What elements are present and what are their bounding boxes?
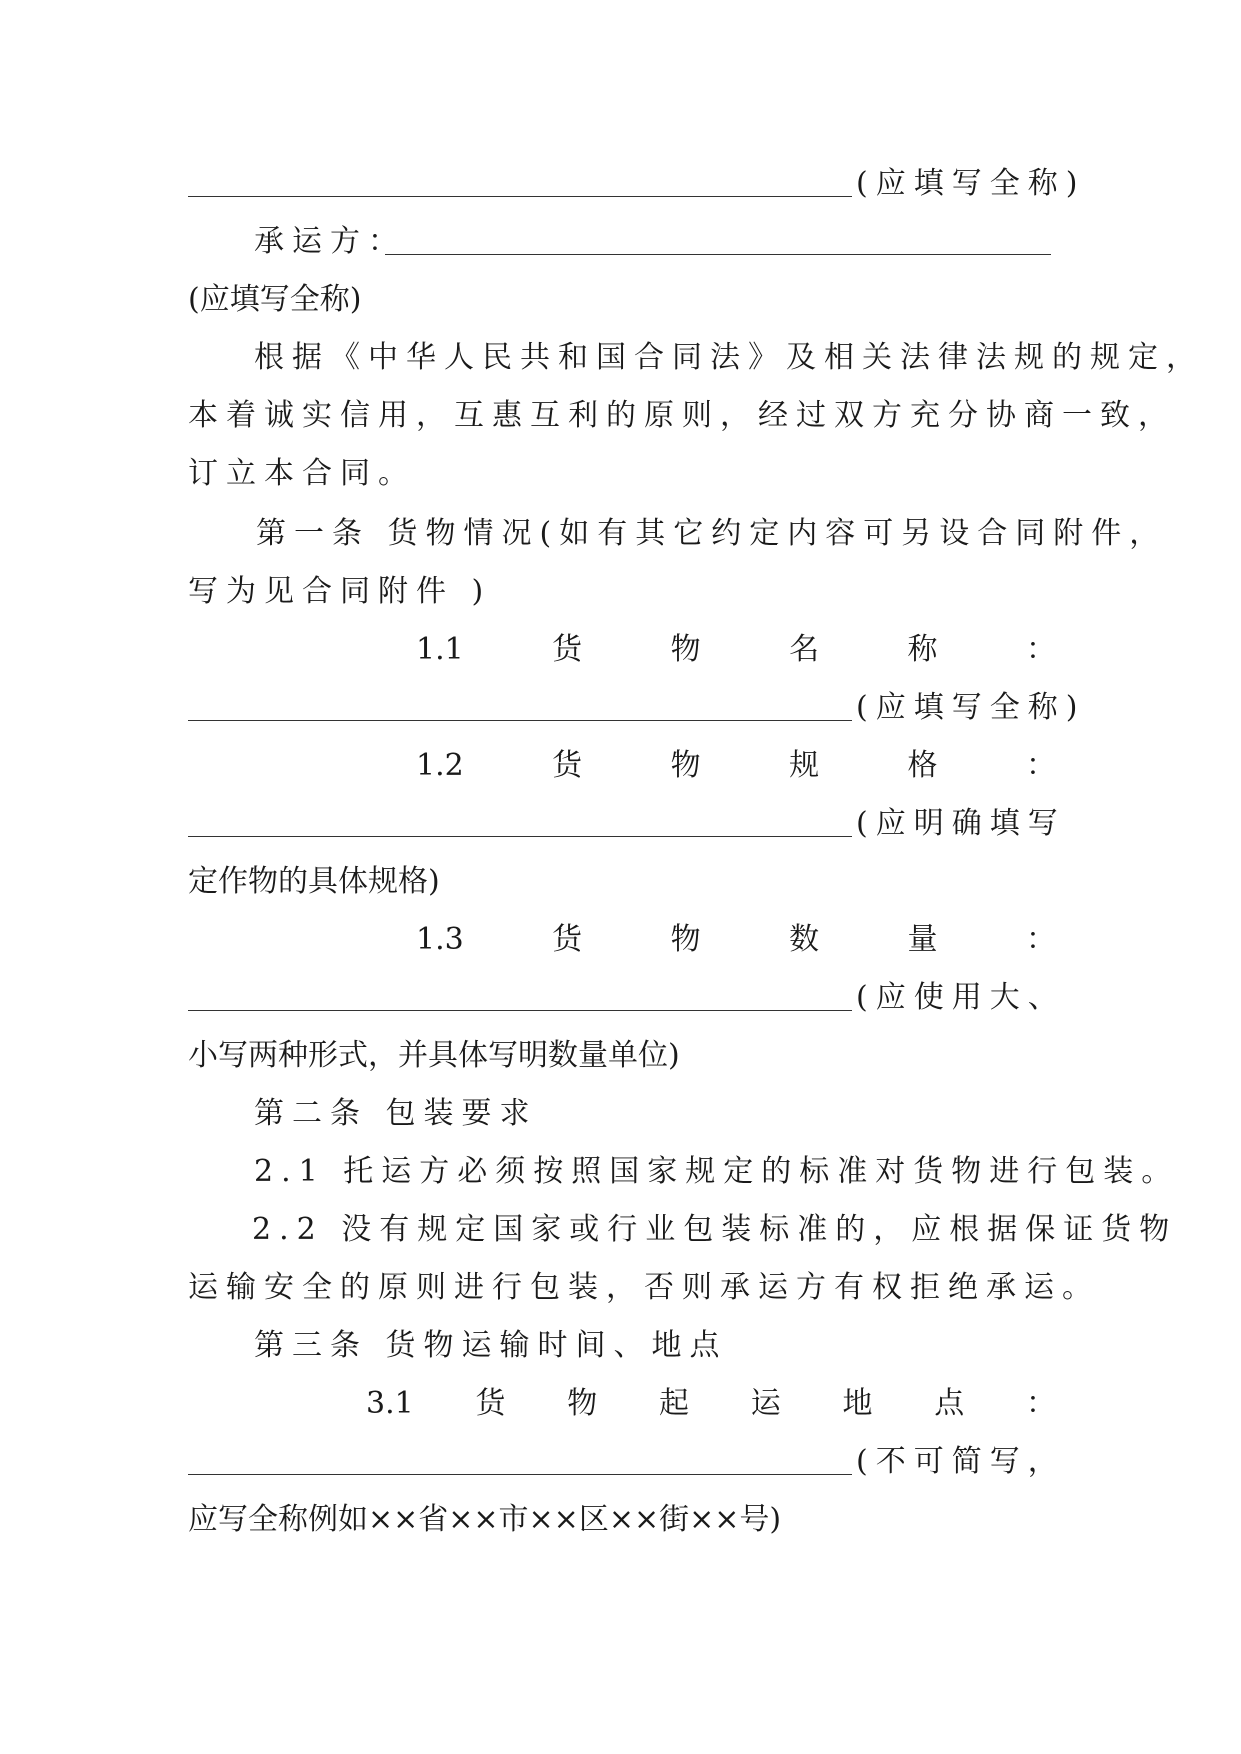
- item-3-1-hint-cont: 应写全称例如××省××市××区××街××号): [188, 1502, 782, 1537]
- item-1-3-hint-cont: 小写两种形式，并具体写明数量单位): [188, 1038, 680, 1073]
- intro-paragraph-line: 订立本合同。: [188, 456, 416, 491]
- blank-field[interactable]: [188, 170, 852, 197]
- label-char: 物: [670, 632, 701, 667]
- item-3-1-hint: (不可简写，: [856, 1444, 1066, 1479]
- blank-field[interactable]: [188, 810, 852, 837]
- blank-field[interactable]: [188, 694, 852, 721]
- label-char: 规: [789, 748, 820, 783]
- blank-line-3-1[interactable]: [188, 1446, 852, 1486]
- carrier-label: 承运方：: [254, 224, 406, 259]
- label-char: 货: [475, 1386, 506, 1421]
- blank-field[interactable]: [385, 228, 1051, 255]
- item-1-2-hint-cont: 定作物的具体规格): [188, 864, 440, 899]
- article-1-heading: 第一条 货物情况(如有其它约定内容可另设合同附件，: [256, 516, 1168, 551]
- item-1-3-hint: (应使用大、: [856, 980, 1066, 1015]
- blank-line-shipper[interactable]: [188, 168, 852, 208]
- blank-line-carrier[interactable]: [385, 226, 1051, 266]
- label-char: ：: [1025, 632, 1056, 667]
- label-char: 货: [552, 922, 583, 957]
- item-number: 3.1: [366, 1386, 414, 1421]
- label-char: 物: [670, 748, 701, 783]
- label-char: ：: [1025, 748, 1056, 783]
- label-char: 格: [907, 748, 938, 783]
- label-char: ：: [1025, 1386, 1056, 1421]
- intro-paragraph-line: 本着诚实信用，互惠互利的原则，经过双方充分协商一致，: [188, 398, 1176, 433]
- label-char: 货: [552, 632, 583, 667]
- label-char: 点: [934, 1386, 965, 1421]
- item-1-3-label: [416, 920, 1056, 960]
- label-char: ：: [1025, 922, 1056, 957]
- label-char: 称: [907, 632, 938, 667]
- item-3-1-label: [366, 1384, 1056, 1424]
- item-number: 1.2: [416, 748, 464, 783]
- item-number: 1.3: [416, 922, 464, 957]
- item-2-2-cont: 运输安全的原则进行包装，否则承运方有权拒绝承运。: [188, 1270, 1100, 1305]
- label-char: 起: [658, 1386, 689, 1421]
- label-char: 物: [670, 922, 701, 957]
- label-char: 物: [567, 1386, 598, 1421]
- blank-line-1-2[interactable]: [188, 808, 852, 848]
- label-char: 运: [750, 1386, 781, 1421]
- blank-field[interactable]: [188, 984, 852, 1011]
- blank-line-1-1[interactable]: [188, 692, 852, 732]
- blank-field[interactable]: [188, 1448, 852, 1475]
- full-name-hint-carrier: (应填写全称): [188, 282, 362, 317]
- label-char: 名: [789, 632, 820, 667]
- intro-paragraph-line: 根据《中华人民共和国合同法》及相关法律法规的规定，: [254, 340, 1204, 375]
- blank-line-1-3[interactable]: [188, 982, 852, 1022]
- label-char: 地: [842, 1386, 873, 1421]
- item-2-1: 2.1 托运方必须按照国家规定的标准对货物进行包装。: [254, 1154, 1180, 1189]
- article-2-heading: 第二条 包装要求: [254, 1096, 538, 1131]
- item-1-2-hint: (应明确填写: [856, 806, 1066, 841]
- full-name-hint: (应填写全称): [856, 166, 1086, 201]
- label-char: 数: [789, 922, 820, 957]
- label-char: 量: [907, 922, 938, 957]
- item-2-2: 2.2 没有规定国家或行业包装标准的，应根据保证货物: [252, 1212, 1178, 1247]
- item-1-2-label: [416, 746, 1056, 786]
- item-number: 1.1: [416, 632, 464, 667]
- item-1-1-label: [416, 630, 1056, 670]
- item-1-1-hint: (应填写全称): [856, 690, 1086, 725]
- article-3-heading: 第三条 货物运输时间、地点: [254, 1328, 728, 1363]
- label-char: 货: [552, 748, 583, 783]
- article-1-heading-cont: 写为见合同附件 ): [188, 574, 492, 609]
